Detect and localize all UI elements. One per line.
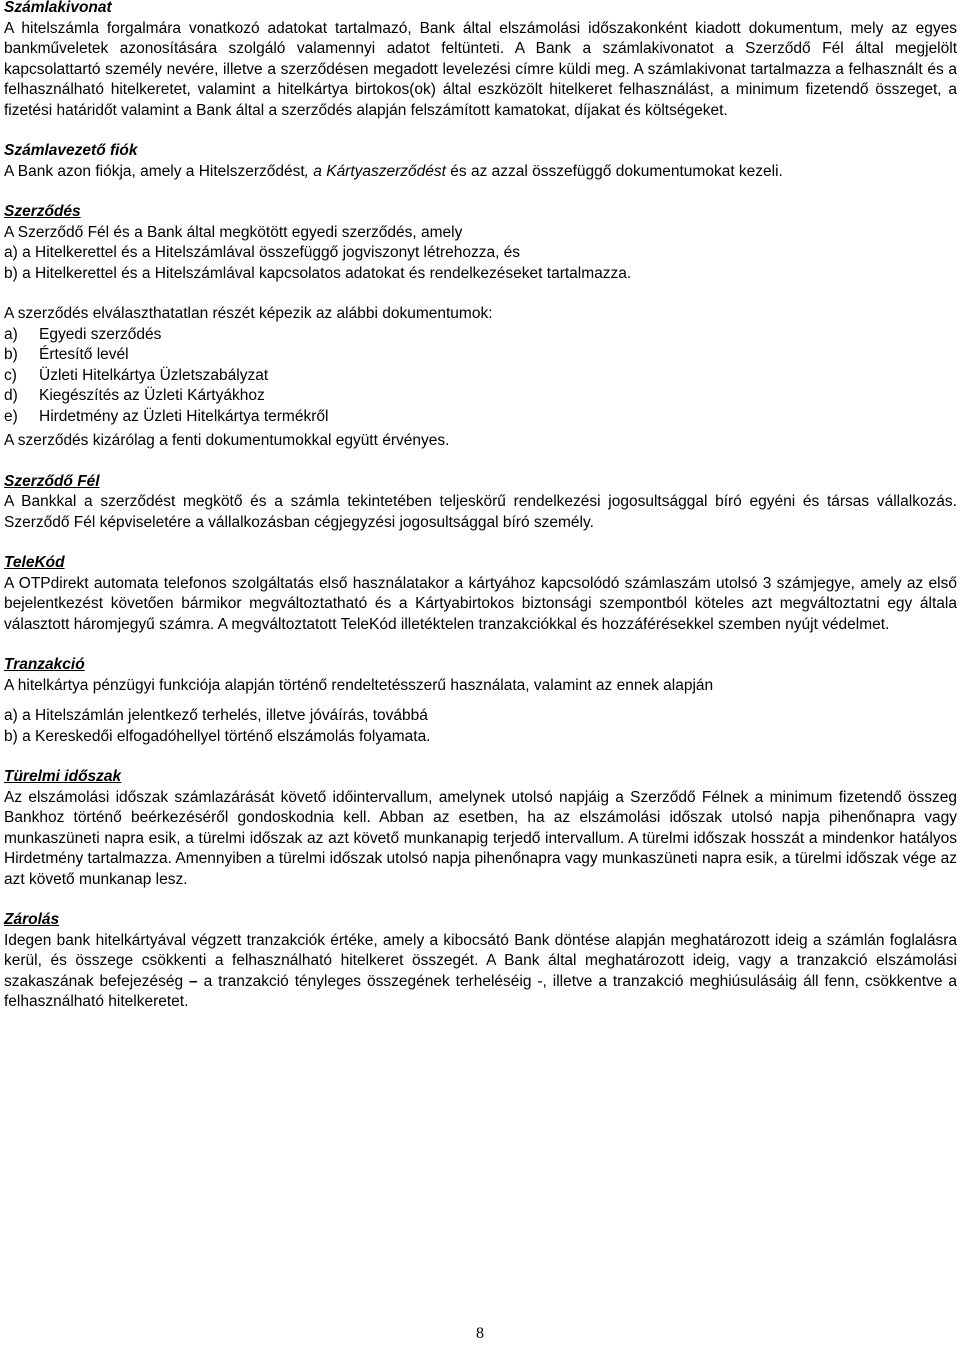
list-item xyxy=(4,345,957,366)
section-title: Szerződés xyxy=(4,203,81,220)
section-line: b) a Hitelkerettel és a Hitelszámlával kapcsolatos adatokat és rendelkezéseket tartalmazza. xyxy=(4,264,632,282)
page-number: 8 xyxy=(476,1325,484,1342)
text-dash: – xyxy=(189,972,198,990)
list-label: d) xyxy=(4,387,18,404)
section-text: A OTPdirekt automata telefonos szolgáltatás első használatakor a kártyához kapcsolódó számlaszám utolsó 3 számjegye, amely az első bejelentkezést követően bármikor megváltoztatható és a Kártyabirtokos biztonsági szempontból köteles azt megváltoztatni egy általa választott háromjegyű számra. A megváltoztatott TeleKód illetéktelen tranzakciókkal és hozzáférésekkel szemben nyújt védelmet. xyxy=(4,574,957,633)
section-title: TeleKód xyxy=(4,554,65,571)
section-title: Tranzakció xyxy=(4,656,85,673)
section-text: Az elszámolási időszak számlazárását követő időintervallum, amelynek utolsó napjáig a Szerződő Félnek a minimum fizetendő összeg Bankhoz történő beérkezéséről gondoskodnia kell. Abban az esetben, ha az elszámolási időszak utolsó napja pihenőnapra vagy munkaszüneti napra esik, a türelmi időszak az azt követő munkanapig terjedő intervallum. A türelmi időszak hosszát a mindenkor hatályos Hirdetmény tartalmazza. Amennyiben a türelmi időszak utolsó napja pihenőnapra vagy munkaszüneti napra esik, a türelmi időszak vége az azt követő munkanap lesz. xyxy=(4,788,957,888)
section-szerzodo-fel xyxy=(4,472,957,534)
text-part: A Bank azon fiókja, amely a Hitelszerződést xyxy=(4,162,305,180)
text-part-italic: , a Kártyaszerződést xyxy=(304,162,446,180)
list-item xyxy=(4,386,957,407)
section-turelmi-idoszak xyxy=(4,767,957,890)
section-title: Türelmi időszak xyxy=(4,768,122,785)
list-label: b) xyxy=(4,346,18,363)
section-title: Számlavezető fiók xyxy=(4,142,138,159)
documents-closing: A szerződés kizárólag a fenti dokumentumokkal együtt érvényes. xyxy=(4,432,450,449)
list-text: Kiegészítés az Üzleti Kártyákhoz xyxy=(39,387,265,404)
section-szamlavezeto-fiok xyxy=(4,141,957,182)
section-telekod xyxy=(4,553,957,635)
list-text: Üzleti Hitelkártya Üzletszabályzat xyxy=(39,366,269,384)
list-text: Egyedi szerződés xyxy=(39,325,162,343)
section-text: A hitelszámla forgalmára vonatkozó adatokat tartalmazó, Bank által elszámolási időszakonként kiadott dokumentum, mely az egyes bankműveletek azonosítására szolgáló valamennyi adatot feltünteti. A Bank a számlakivonatot a Szerződő Fél által megjelölt kapcsolattartó személy nevére, illetve a szerződésen megadott levelezési címre küldi meg. A számlakivonat tartalmazza a felhasznált és a felhasználható hitelkeretet, valamint a hitelkártya birtokos(ok) által eszközölt hitelkeret felhasználást, a minimum fizetendő összeget, a fizetési határidőt valamint a Bank által a szerződés alapján felszámított kamatokat, díjakat és költségeket. xyxy=(4,19,957,119)
text-part: és az azzal összefüggő dokumentumokat kezeli. xyxy=(445,162,783,180)
section-text: A Bankkal a szerződést megkötő és a számla tekintetében teljeskörű rendelkezési jogosultsággal bíró egyéni és társas vállalkozás. Szerződő Fél képviseletére a vállalkozásban cégjegyzési jogosultsággal bíró személy. xyxy=(4,493,957,531)
list-item xyxy=(4,325,957,346)
section-title: Szerződő Fél xyxy=(4,472,100,490)
list-label: c) xyxy=(4,366,17,384)
text-part: Idegen bank hitelkártyával végzett tranzakciók értéke, amely a kibocsátó Bank döntése alapján meghatározott ideig a számlán foglalásra kerül, és összege csökkenti a felhasználható hitelkeret összegét. A Bank által meghatározott ideig, vagy a tranzakció elszámolási szakaszának befejezéség xyxy=(4,931,957,990)
section-text xyxy=(4,162,957,183)
list-text: Értesítő levél xyxy=(39,346,129,363)
section-line: a) a Hitelkerettel és a Hitelszámlával összefüggő jogviszonyt létrehozza, és xyxy=(4,244,521,261)
section-zarolas xyxy=(4,910,957,1013)
text-part: a tranzakció tényleges összegének terheléséig -, illetve a tranzakció meghiúsulásáig áll fenn, csökkentve a felhasználható hitelkeretet. xyxy=(4,972,957,1010)
section-tranzakcio xyxy=(4,655,957,747)
list-item xyxy=(4,407,957,428)
documents-intro: A szerződés elválaszthatatlan részét képezik az alábbi dokumentumok: xyxy=(4,305,493,322)
section-line: A Szerződő Fél és a Bank által megkötött egyedi szerződés, amely xyxy=(4,223,463,241)
section-szerzodes xyxy=(4,202,957,452)
list-label: e) xyxy=(4,407,18,425)
list-label: a) xyxy=(4,325,18,343)
section-line: b) a Kereskedői elfogadóhellyel történő elszámolás folyamata. xyxy=(4,727,431,745)
document-page xyxy=(4,0,957,1033)
section-line: a) a Hitelszámlán jelentkező terhelés, illetve jóváírás, továbbá xyxy=(4,707,428,724)
section-szamlakivonat xyxy=(4,0,957,121)
section-text: A hitelkártya pénzügyi funkciója alapján történő rendeltetésszerű használata, valamint az ennek alapján xyxy=(4,676,714,694)
section-title: Számlakivonat xyxy=(4,0,112,16)
section-title: Zárolás xyxy=(4,911,60,928)
section-text xyxy=(4,931,957,1013)
list-item xyxy=(4,366,957,387)
list-text: Hirdetmény az Üzleti Hitelkártya termékről xyxy=(39,407,329,425)
